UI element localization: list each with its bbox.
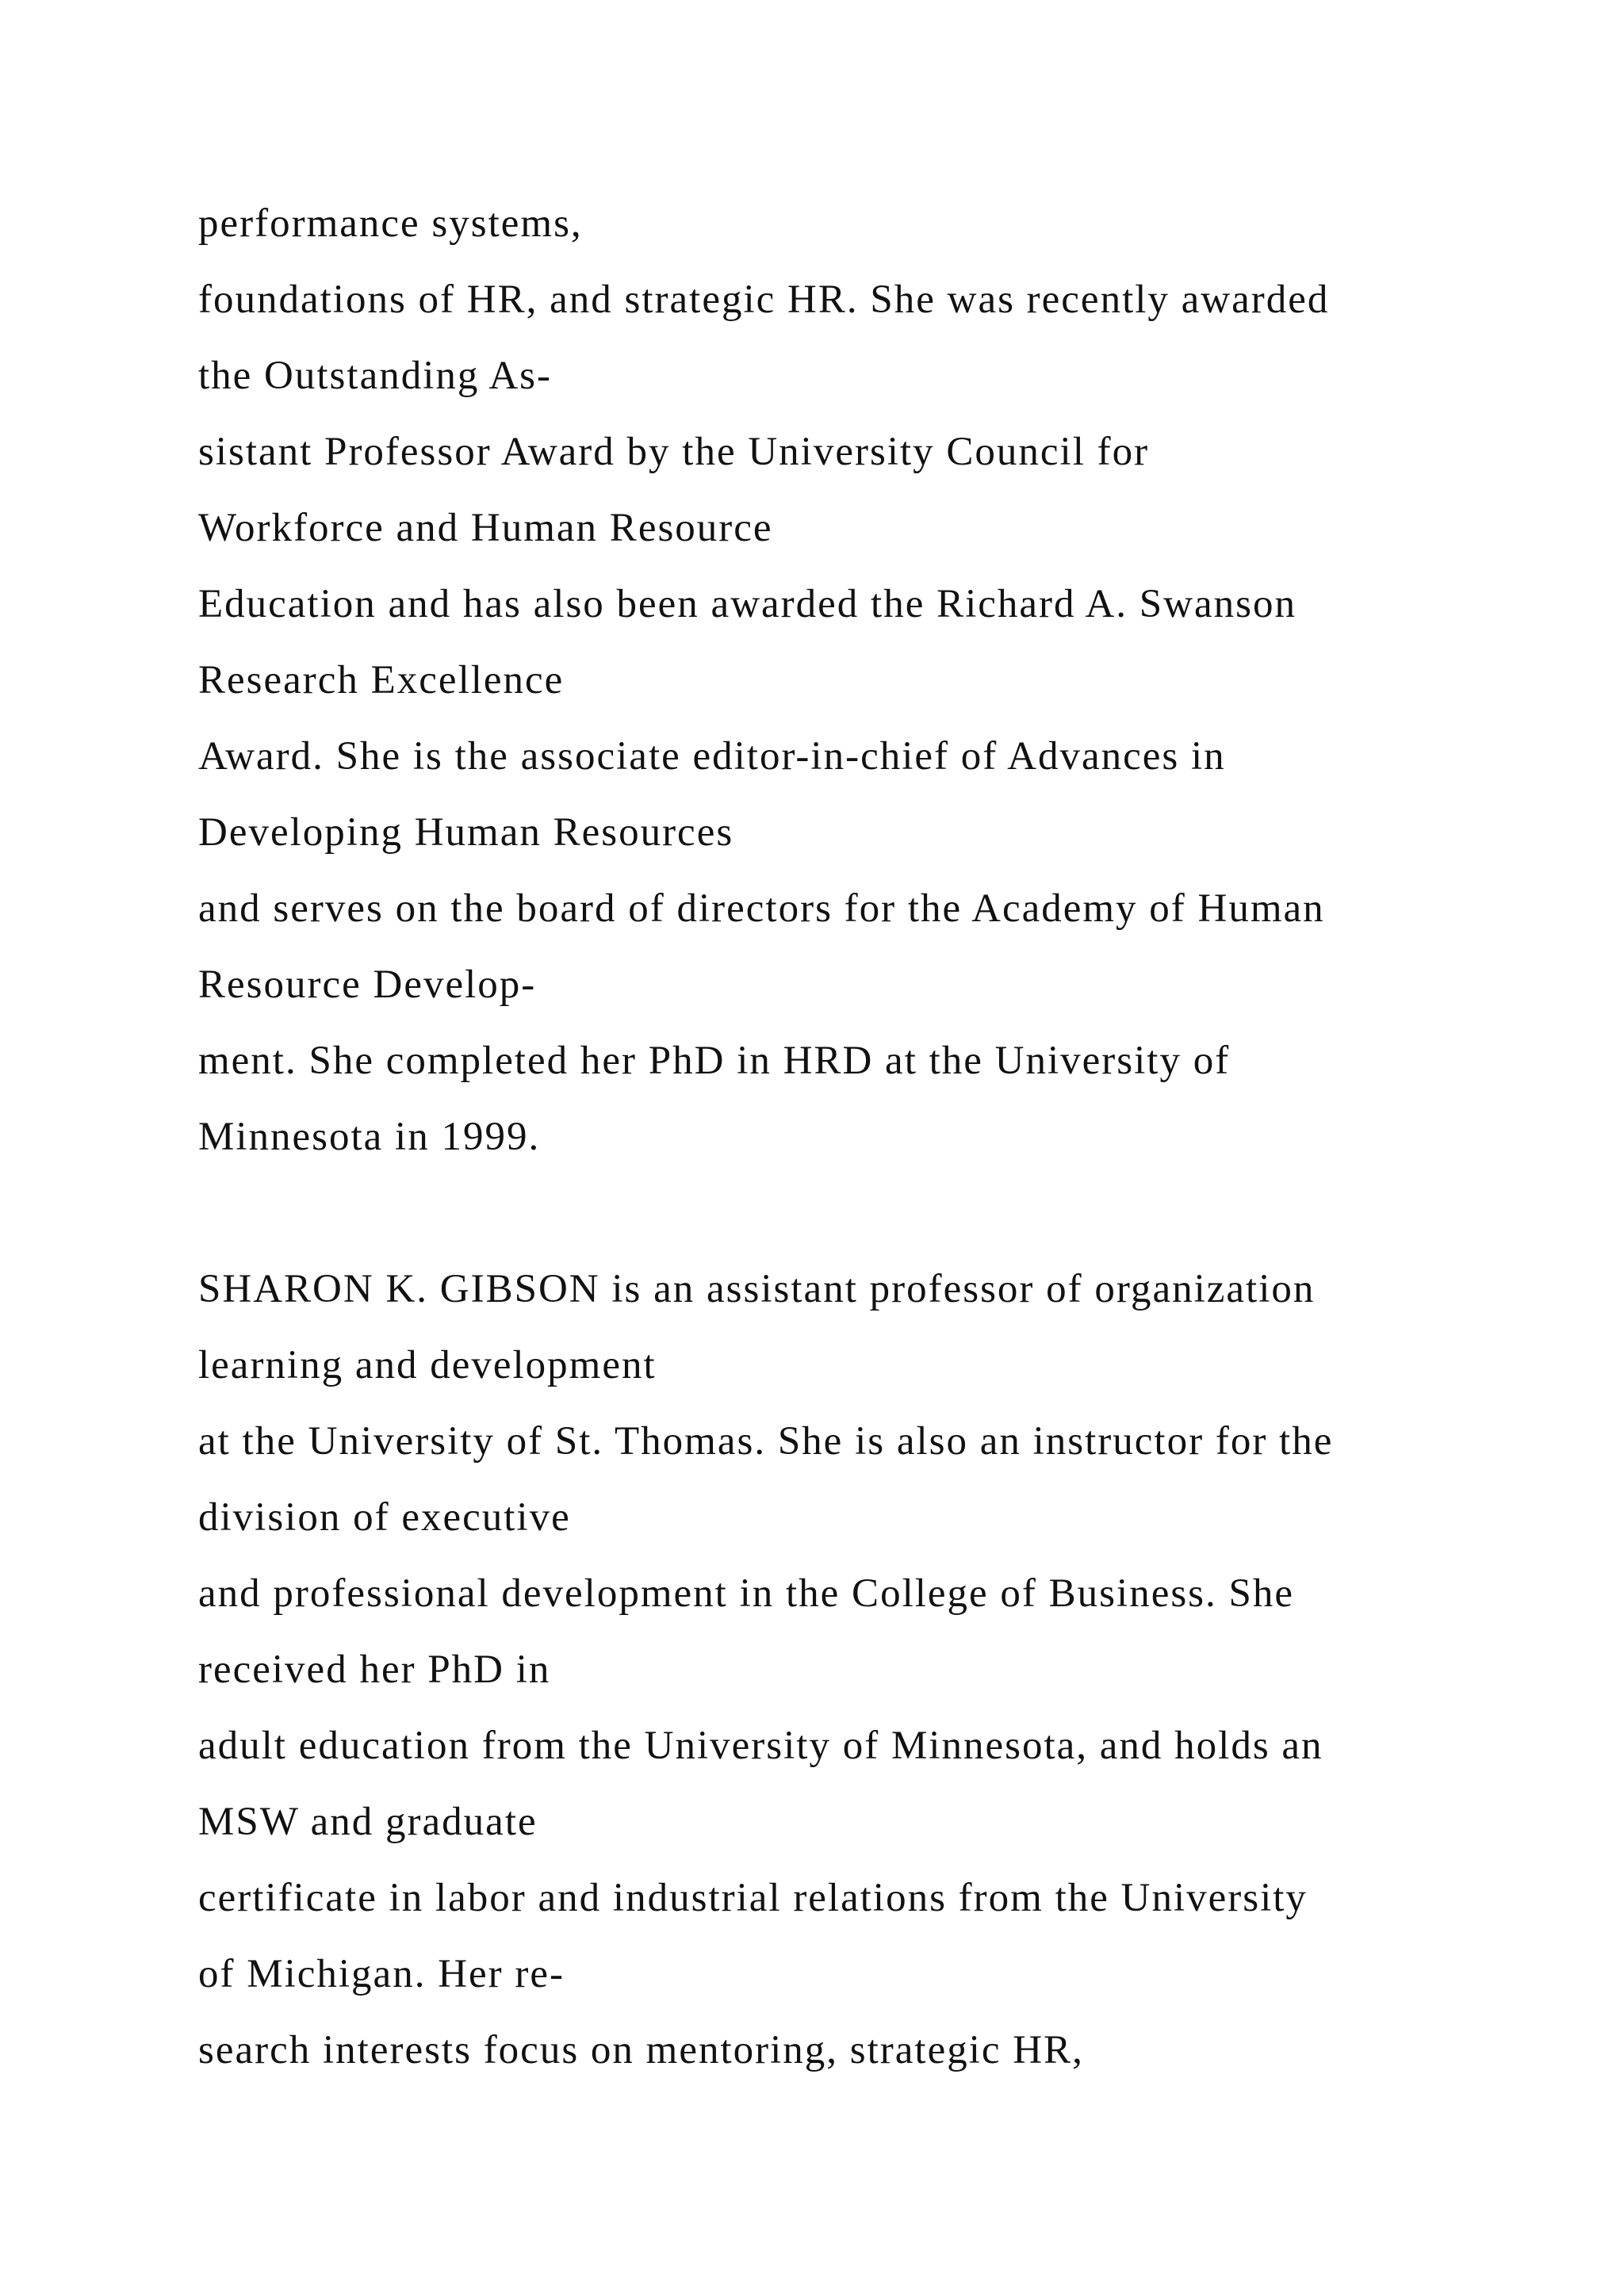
- text-line: foundations of HR, and strategic HR. She was recently awarded: [198, 277, 1330, 322]
- text-line: received her PhD in: [198, 1647, 551, 1692]
- text-line: ment. She completed her PhD in HRD at the University of: [198, 1039, 1231, 1083]
- text-line: Workforce and Human Resource: [198, 506, 773, 550]
- text-line: at the University of St. Thomas. She is also an instructor for the: [198, 1419, 1334, 1464]
- text-line: and professional development in the College of Business. She: [198, 1571, 1295, 1616]
- text-line: Award. She is the associate editor-in-chief of Advances in: [198, 734, 1226, 779]
- text-line: of Michigan. Her re-: [198, 1952, 565, 1996]
- text-line: performance systems,: [198, 201, 583, 246]
- text-line: and serves on the board of directors for the Academy of Human: [198, 886, 1325, 931]
- text-line: learning and development: [198, 1343, 657, 1387]
- text-line: sistant Professor Award by the University Council for: [198, 430, 1150, 474]
- bio-paragraph-sharon-gibson: [198, 1251, 1546, 2088]
- text-line: search interests focus on mentoring, strategic HR,: [198, 2028, 1084, 2072]
- text-line: division of executive: [198, 1495, 571, 1540]
- text-line: Developing Human Resources: [198, 810, 734, 855]
- text-line: adult education from the University of Minnesota, and holds an: [198, 1724, 1323, 1768]
- text-line: SHARON K. GIBSON is an assistant professor of organization: [198, 1267, 1316, 1311]
- text-line: Research Excellence: [198, 658, 565, 702]
- text-line: Minnesota in 1999.: [198, 1115, 541, 1159]
- text-line: Education and has also been awarded the Richard A. Swanson: [198, 582, 1297, 626]
- text-line: Resource Develop-: [198, 962, 537, 1007]
- text-line: the Outstanding As-: [198, 354, 552, 398]
- bio-paragraph-first: [198, 186, 1546, 1175]
- text-line: MSW and graduate: [198, 1800, 538, 1844]
- text-line: certificate in labor and industrial relations from the University: [198, 1876, 1308, 1920]
